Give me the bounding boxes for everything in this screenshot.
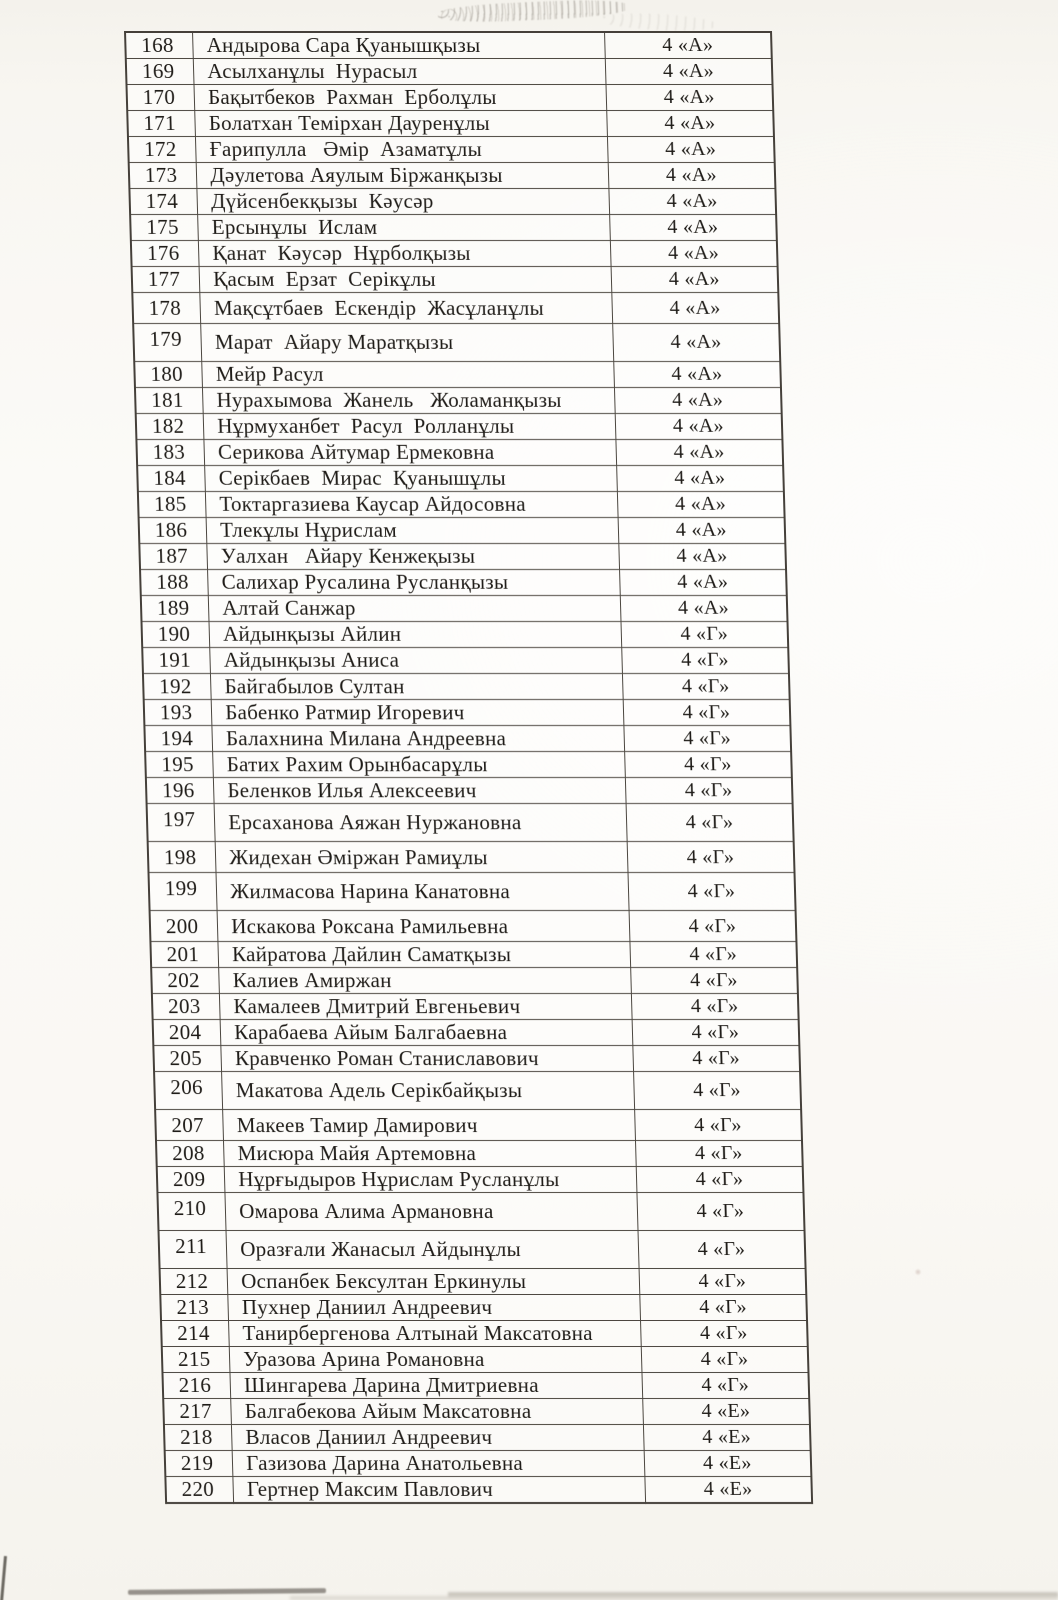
student-grade: 4 «Г» bbox=[635, 1141, 802, 1167]
student-name: Бабенко Ратмир Игоревич bbox=[211, 700, 623, 726]
table-row bbox=[133, 324, 780, 362]
row-number: 171 bbox=[127, 111, 195, 137]
student-name: Оразғали Жанасыл Айдынұлы bbox=[226, 1231, 639, 1269]
student-grade: 4 «Г» bbox=[627, 842, 795, 873]
row-number: 175 bbox=[130, 215, 198, 241]
row-number: 180 bbox=[134, 362, 202, 388]
student-name: Шингарева Дарина Дмитриевна bbox=[230, 1373, 642, 1399]
student-grade: 4 «А» bbox=[616, 466, 783, 492]
table-row bbox=[147, 804, 794, 842]
student-name: Болатхан Темірхан Дауренұлы bbox=[195, 111, 607, 137]
table-row bbox=[161, 1321, 808, 1347]
student-grade: 4 «А» bbox=[615, 414, 782, 440]
row-number: 196 bbox=[146, 778, 214, 804]
student-name: Алтай Санжар bbox=[208, 596, 620, 622]
table-row bbox=[153, 1046, 800, 1072]
student-grade: 4 «А» bbox=[616, 440, 783, 466]
table-row bbox=[127, 111, 774, 137]
student-name: Салихар Русалина Русланқызы bbox=[208, 570, 620, 596]
row-number: 168 bbox=[125, 32, 193, 59]
student-name: Ғарипулла Әмір Азаматұлы bbox=[196, 137, 608, 163]
student-name: Калиев Амиржан bbox=[219, 968, 631, 994]
row-number: 172 bbox=[128, 137, 196, 163]
table-row bbox=[140, 570, 787, 596]
student-name: Макеев Тамир Дамирович bbox=[223, 1110, 635, 1141]
scan-shadow-bottom-faint bbox=[290, 1596, 1058, 1600]
table-row bbox=[136, 414, 783, 440]
student-name: Искакова Роксана Рамильевна bbox=[217, 911, 629, 942]
table-row bbox=[131, 241, 778, 267]
scan-speck bbox=[915, 1268, 921, 1276]
row-number: 200 bbox=[150, 911, 219, 942]
student-grade: 4 «Г» bbox=[624, 752, 791, 778]
table-row bbox=[132, 293, 779, 324]
student-grade: 4 «Г» bbox=[636, 1167, 803, 1193]
student-name: Серікбаев Мирас Қуанышұлы bbox=[205, 466, 617, 492]
row-number: 217 bbox=[163, 1399, 231, 1425]
student-name: Балгабекова Айым Максатовна bbox=[231, 1399, 643, 1425]
student-name: Айдынқызы Айлин bbox=[209, 622, 621, 648]
student-name: Ерсынұлы Ислам bbox=[198, 215, 610, 241]
row-number: 204 bbox=[153, 1020, 221, 1046]
table-row bbox=[144, 726, 791, 752]
row-number: 177 bbox=[132, 267, 200, 293]
student-name: Марат Айару Маратқызы bbox=[201, 324, 614, 362]
row-number: 198 bbox=[148, 842, 217, 873]
student-table-body bbox=[125, 32, 812, 1503]
student-grade: 4 «А» bbox=[606, 111, 773, 137]
row-number: 192 bbox=[143, 674, 211, 700]
row-number: 173 bbox=[129, 163, 197, 189]
student-grade: 4 «А» bbox=[608, 163, 775, 189]
student-grade: 4 «Г» bbox=[638, 1231, 806, 1269]
student-name: Омарова Алима Армановна bbox=[225, 1193, 638, 1231]
row-number: 186 bbox=[139, 518, 207, 544]
row-number: 169 bbox=[126, 59, 194, 85]
student-name: Жидехан Әміржан Рамиұлы bbox=[215, 842, 627, 873]
row-number: 185 bbox=[138, 492, 206, 518]
student-name: Кравченко Роман Станиславович bbox=[221, 1046, 633, 1072]
row-number: 212 bbox=[160, 1269, 228, 1295]
student-name: Қасым Ерзат Серікұлы bbox=[199, 267, 611, 293]
row-number: 209 bbox=[157, 1167, 225, 1193]
row-number: 179 bbox=[133, 324, 202, 362]
student-grade: 4 «А» bbox=[618, 518, 785, 544]
table-row bbox=[134, 362, 781, 388]
student-grade: 4 «Е» bbox=[644, 1451, 811, 1477]
row-number: 194 bbox=[144, 726, 212, 752]
student-grade: 4 «А» bbox=[605, 59, 772, 85]
student-grade: 4 «Г» bbox=[622, 674, 789, 700]
table-row bbox=[138, 492, 785, 518]
student-grade: 4 «Е» bbox=[642, 1399, 809, 1425]
row-number: 178 bbox=[132, 293, 201, 324]
student-name: Танирбергенова Алтынай Максатовна bbox=[229, 1321, 641, 1347]
student-grade: 4 «А» bbox=[611, 267, 778, 293]
student-table-wrap bbox=[124, 31, 813, 1504]
student-grade: 4 «А» bbox=[620, 596, 787, 622]
table-row bbox=[148, 842, 795, 873]
student-grade: 4 «Г» bbox=[629, 911, 797, 942]
row-number: 188 bbox=[140, 570, 208, 596]
row-number: 207 bbox=[155, 1110, 224, 1141]
student-grade: 4 «Г» bbox=[625, 778, 792, 804]
student-name: Байгабылов Султан bbox=[211, 674, 623, 700]
row-number: 213 bbox=[160, 1295, 228, 1321]
student-name: Беленков Илья Алексеевич bbox=[214, 778, 626, 804]
student-name: Нұрғыдыров Нұрислам Русланұлы bbox=[224, 1167, 636, 1193]
scan-shadow-bottom-left bbox=[128, 1588, 326, 1595]
student-grade: 4 «Г» bbox=[640, 1321, 807, 1347]
row-number: 216 bbox=[162, 1373, 230, 1399]
student-name: Камалеев Дмитрий Евгеньевич bbox=[220, 994, 632, 1020]
student-grade: 4 «Г» bbox=[632, 1020, 799, 1046]
student-grade: 4 «Г» bbox=[621, 622, 788, 648]
row-number: 189 bbox=[141, 596, 209, 622]
table-row bbox=[159, 1231, 806, 1269]
row-number: 205 bbox=[153, 1046, 221, 1072]
table-row bbox=[152, 994, 799, 1020]
student-name: Ерсаханова Аяжан Нуржановна bbox=[214, 804, 627, 842]
table-row bbox=[157, 1167, 804, 1193]
student-name: Батих Рахим Орынбасарұлы bbox=[213, 752, 625, 778]
table-row bbox=[130, 215, 777, 241]
table-row bbox=[136, 440, 783, 466]
table-row bbox=[141, 596, 788, 622]
table-row bbox=[139, 518, 786, 544]
table-row bbox=[162, 1347, 809, 1373]
row-number: 206 bbox=[154, 1072, 223, 1110]
student-name: Асылханұлы Нурасыл bbox=[193, 59, 605, 85]
table-row bbox=[141, 622, 788, 648]
row-number: 211 bbox=[159, 1231, 228, 1269]
table-row bbox=[151, 968, 798, 994]
row-number: 195 bbox=[145, 752, 213, 778]
student-grade: 4 «А» bbox=[613, 362, 780, 388]
table-row bbox=[164, 1425, 811, 1451]
row-number: 184 bbox=[137, 466, 205, 492]
student-grade: 4 «Г» bbox=[633, 1046, 800, 1072]
table-row bbox=[125, 32, 772, 59]
row-number: 199 bbox=[149, 873, 218, 911]
student-name: Серикова Айтумар Ермековна bbox=[204, 440, 616, 466]
student-name: Тлекұлы Нұрислам bbox=[206, 518, 618, 544]
student-name: Токтаргазиева Каусар Айдосовна bbox=[206, 492, 618, 518]
table-row bbox=[165, 1451, 812, 1477]
student-grade: 4 «А» bbox=[614, 388, 781, 414]
table-row bbox=[144, 700, 791, 726]
table-row bbox=[165, 1477, 812, 1504]
student-grade: 4 «Г» bbox=[641, 1347, 808, 1373]
table-row bbox=[142, 648, 789, 674]
row-number: 182 bbox=[136, 414, 204, 440]
table-row bbox=[163, 1399, 810, 1425]
row-number: 219 bbox=[165, 1451, 233, 1477]
row-number: 203 bbox=[152, 994, 220, 1020]
row-number: 214 bbox=[161, 1321, 229, 1347]
student-name: Мейр Расул bbox=[202, 362, 614, 388]
student-grade: 4 «Г» bbox=[628, 873, 796, 911]
row-number: 210 bbox=[157, 1193, 226, 1231]
student-grade: 4 «А» bbox=[617, 492, 784, 518]
row-number: 197 bbox=[147, 804, 216, 842]
student-name: Власов Даниил Андреевич bbox=[232, 1425, 644, 1451]
table-row bbox=[150, 911, 797, 942]
student-grade: 4 «Г» bbox=[634, 1110, 802, 1141]
student-name: Андырова Сара Қуанышқызы bbox=[193, 32, 605, 59]
table-row bbox=[135, 388, 782, 414]
student-name: Нұрмуханбет Расул Ролланұлы bbox=[203, 414, 615, 440]
student-grade: 4 «Г» bbox=[626, 804, 794, 842]
student-name: Оспанбек Бексултан Еркинулы bbox=[227, 1269, 639, 1295]
student-grade: 4 «А» bbox=[606, 85, 773, 111]
student-roster-table bbox=[124, 31, 813, 1504]
student-grade: 4 «Г» bbox=[621, 648, 788, 674]
table-row bbox=[156, 1141, 803, 1167]
row-number: 218 bbox=[164, 1425, 232, 1451]
table-row bbox=[137, 466, 784, 492]
table-row bbox=[145, 752, 792, 778]
student-name: Бақытбеков Рахман Ерболұлы bbox=[194, 85, 606, 111]
table-row bbox=[149, 873, 796, 911]
student-name: Дәулетова Аяулым Біржанқызы bbox=[196, 163, 608, 189]
row-number: 191 bbox=[142, 648, 210, 674]
student-grade: 4 «Г» bbox=[630, 968, 797, 994]
student-name: Карабаева Айым Балгабаевна bbox=[220, 1020, 632, 1046]
student-grade: 4 «А» bbox=[610, 241, 777, 267]
student-name: Гертнер Максим Павлович bbox=[233, 1477, 645, 1504]
row-number: 170 bbox=[126, 85, 194, 111]
table-row bbox=[155, 1110, 802, 1141]
scan-corner-mark bbox=[0, 1556, 7, 1600]
student-grade: 4 «Г» bbox=[640, 1295, 807, 1321]
row-number: 181 bbox=[135, 388, 203, 414]
student-grade: 4 «А» bbox=[612, 293, 780, 324]
student-name: Дүйсенбекқызы Кәусәр bbox=[197, 189, 609, 215]
table-row bbox=[128, 137, 775, 163]
table-row bbox=[160, 1269, 807, 1295]
row-number: 215 bbox=[162, 1347, 230, 1373]
student-name: Пухнер Даниил Андреевич bbox=[228, 1295, 640, 1321]
student-name: Айдынқызы Аниса bbox=[210, 648, 622, 674]
table-row bbox=[153, 1020, 800, 1046]
student-grade: 4 «А» bbox=[609, 189, 776, 215]
table-row bbox=[146, 778, 793, 804]
table-row bbox=[132, 267, 779, 293]
row-number: 201 bbox=[150, 942, 218, 968]
student-grade: 4 «Г» bbox=[631, 994, 798, 1020]
row-number: 183 bbox=[136, 440, 204, 466]
table-row bbox=[162, 1373, 809, 1399]
student-grade: 4 «Г» bbox=[623, 700, 790, 726]
student-grade: 4 «Г» bbox=[642, 1373, 809, 1399]
row-number: 190 bbox=[141, 622, 209, 648]
student-grade: 4 «Г» bbox=[630, 942, 797, 968]
table-row bbox=[160, 1295, 807, 1321]
row-number: 193 bbox=[144, 700, 212, 726]
table-row bbox=[126, 59, 773, 85]
scan-smudge-top-secondary bbox=[598, 11, 719, 33]
student-name: Газизова Дарина Анатольевна bbox=[232, 1451, 644, 1477]
row-number: 176 bbox=[131, 241, 199, 267]
student-grade: 4 «А» bbox=[612, 324, 780, 362]
student-name: Қанат Кәусәр Нұрболқызы bbox=[199, 241, 611, 267]
row-number: 220 bbox=[165, 1477, 233, 1504]
student-name: Жилмасова Нарина Канатовна bbox=[216, 873, 629, 911]
student-name: Балахнина Милана Андреевна bbox=[212, 726, 624, 752]
student-name: Кайратова Дайлин Саматқызы bbox=[218, 942, 630, 968]
table-row bbox=[126, 85, 773, 111]
table-row bbox=[129, 189, 776, 215]
table-row bbox=[150, 942, 797, 968]
student-grade: 4 «Г» bbox=[624, 726, 791, 752]
student-grade: 4 «А» bbox=[619, 570, 786, 596]
student-name: Мисюра Майя Артемовна bbox=[224, 1141, 636, 1167]
student-name: Уалхан Айару Кенжеқызы bbox=[207, 544, 619, 570]
student-grade: 4 «Г» bbox=[633, 1072, 801, 1110]
student-grade: 4 «А» bbox=[604, 32, 772, 59]
table-row bbox=[157, 1193, 804, 1231]
student-name: Нурахымова Жанель Жоламанқызы bbox=[203, 388, 615, 414]
student-grade: 4 «Е» bbox=[645, 1477, 813, 1504]
student-grade: 4 «Г» bbox=[637, 1193, 805, 1231]
student-name: Уразова Арина Романовна bbox=[229, 1347, 641, 1373]
student-name: Мақсұтбаев Ескендір Жасұланұлы bbox=[200, 293, 612, 324]
student-grade: 4 «Г» bbox=[639, 1269, 806, 1295]
student-name: Макатова Адель Серікбайқызы bbox=[222, 1072, 635, 1110]
student-grade: 4 «А» bbox=[609, 215, 776, 241]
row-number: 187 bbox=[139, 544, 207, 570]
table-row bbox=[154, 1072, 801, 1110]
student-grade: 4 «Е» bbox=[643, 1425, 810, 1451]
row-number: 208 bbox=[156, 1141, 224, 1167]
row-number: 174 bbox=[129, 189, 197, 215]
table-row bbox=[129, 163, 776, 189]
row-number: 202 bbox=[151, 968, 219, 994]
table-row bbox=[143, 674, 790, 700]
student-grade: 4 «А» bbox=[619, 544, 786, 570]
table-row bbox=[139, 544, 786, 570]
student-grade: 4 «А» bbox=[607, 137, 774, 163]
